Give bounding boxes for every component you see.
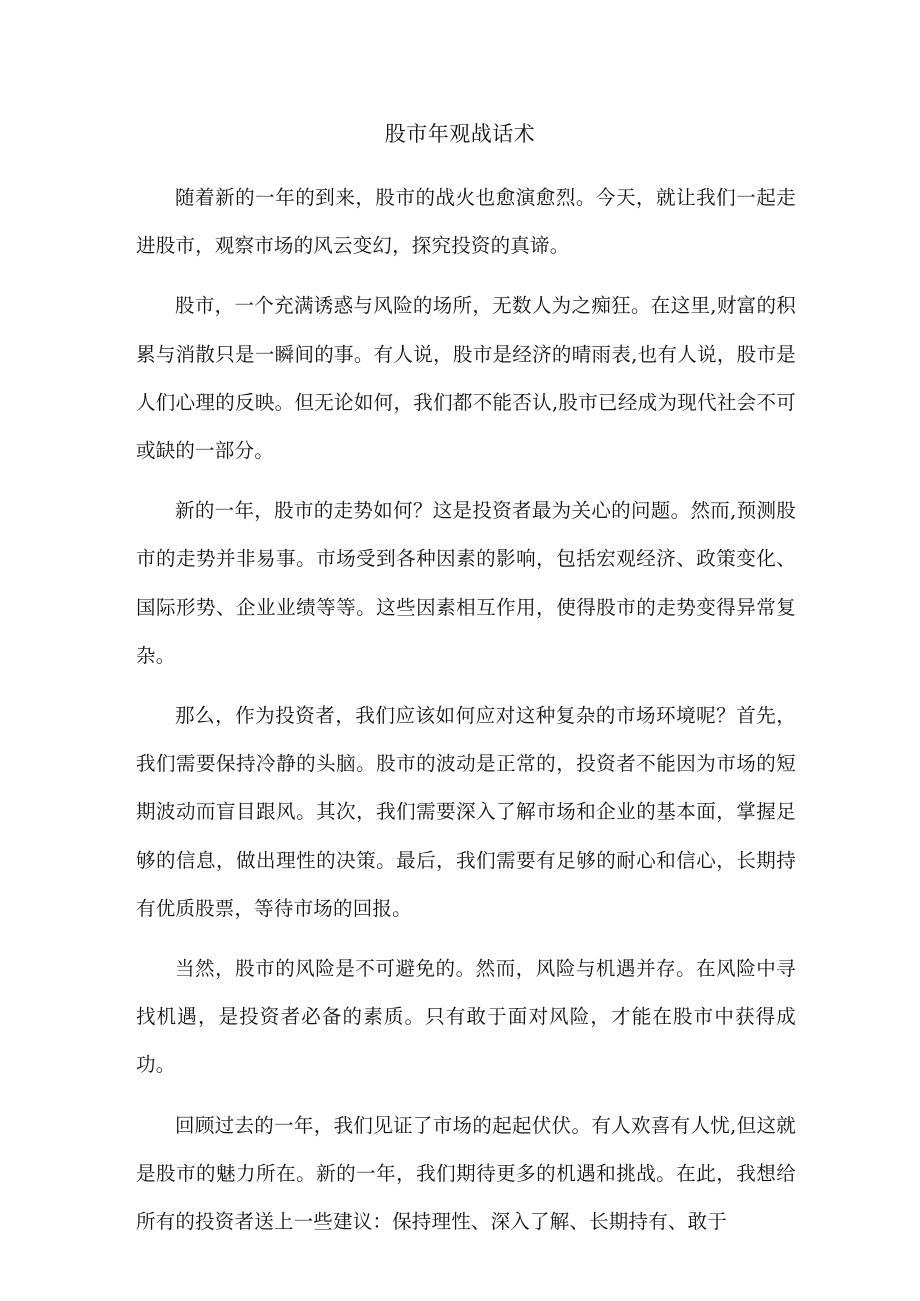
paragraph-1: 随着新的一年的到来，股市的战火也愈演愈烈。今天，就让我们一起走进股市，观察市场的风云变幻，探究投资的真谛。 [136,186,796,258]
document-body [136,174,796,1258]
paragraph-2: 股市，一个充满诱惑与风险的场所，无数人为之痴狂。在这里,财富的积累与消散只是一瞬间的事。有人说，股市是经济的晴雨表,也有人说，股市是人们心理的反映。但无论如何，我们都不能否认,股市已经成为现代社会不可或缺的一部分。 [136,294,796,463]
paragraph-5: 当然，股市的风险是不可避免的。然而，风险与机遇并存。在风险中寻找机遇，是投资者必备的素质。只有敢于面对风险，才能在股市中获得成功。 [136,957,796,1077]
paragraph-3: 新的一年，股市的走势如何？这是投资者最为关心的问题。然而,预测股市的走势并非易事。市场受到各种因素的影响，包括宏观经济、政策变化、国际形势、企业业绩等等。这些因素相互作用，使得股市的走势变得异常复杂。 [136,499,796,667]
paragraph-4: 那么，作为投资者，我们应该如何应对这种复杂的市场环境呢？首先，我们需要保持冷静的头脑。股市的波动是正常的，投资者不能因为市场的短期波动而盲目跟风。其次，我们需要深入了解市场和企业的基本面，掌握足够的信息，做出理性的决策。最后，我们需要有足够的耐心和信心，长期持有优质股票，等待市场的回报。 [136,704,796,920]
document-title: 股市年观战话术 [384,122,536,146]
paragraph-6: 回顾过去的一年，我们见证了市场的起起伏伏。有人欢喜有人忧,但这就是股市的魅力所在。新的一年，我们期待更多的机遇和挑战。在此，我想给所有的投资者送上一些建议：保持理性、深入了解、长期持有、敢于 [136,1113,796,1234]
